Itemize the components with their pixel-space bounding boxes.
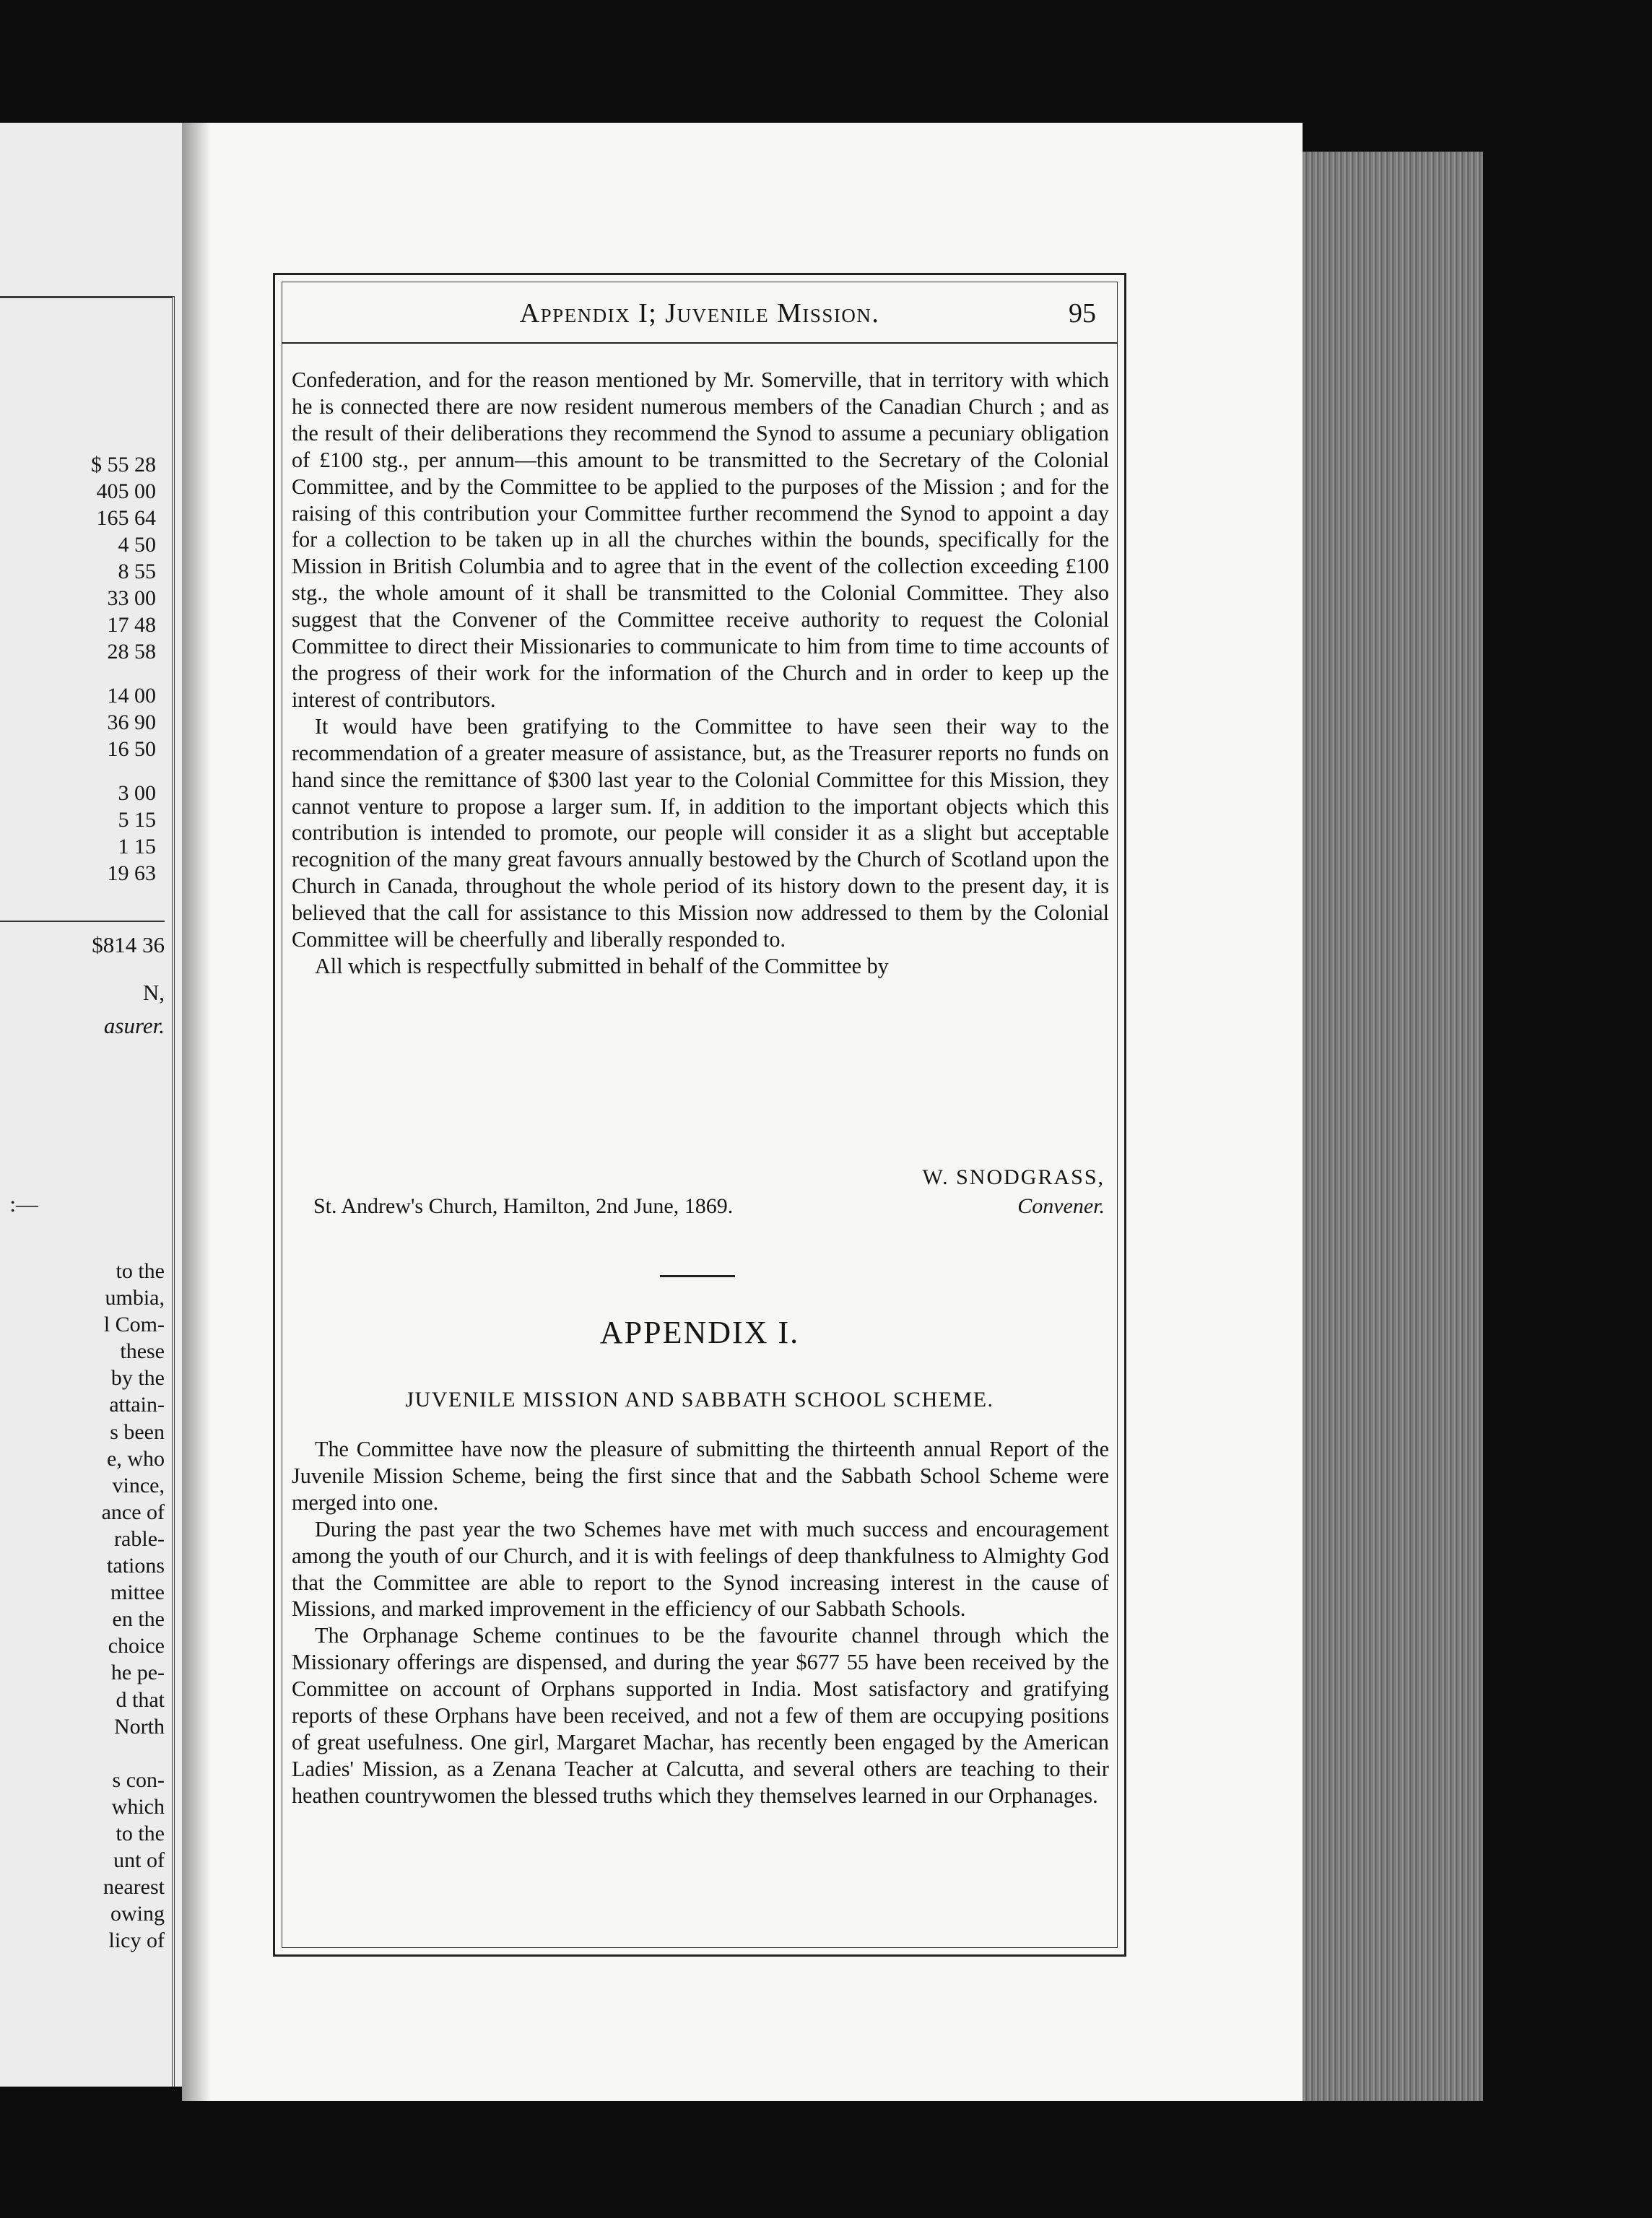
appendix-paragraph: During the past year the two Schemes have met with much success and encouragement among the youth of our Church, and it is with feelings of deep thankfulness to Almighty God that the Committee are able to report to the Synod increasing interest in the cause of Missions, and marked improvement in the efficiency of our Sabbath Schools. <box>292 1516 1109 1622</box>
text-fragment: rable- <box>114 1526 165 1551</box>
text-fragment: ance of <box>101 1500 165 1524</box>
amount: 33 00 <box>107 586 156 610</box>
text-fragment: tations <box>107 1554 165 1578</box>
text-fragment: d that <box>116 1687 165 1712</box>
appendix-paragraph: The Committee have now the pleasure of submitting the thirteenth annual Report of the Juvenile Mission Scheme, being the first since that and the Sabbath School Scheme were merged into one. <box>292 1437 1109 1515</box>
text-fragment: by the <box>110 1366 165 1391</box>
page-edges <box>1303 152 1483 2101</box>
header-rule <box>282 342 1118 344</box>
text-fragment: nearest <box>103 1875 165 1900</box>
report-paragraph: It would have been gratifying to the Committee to have seen their way to the recommendation of a greater measure of assistance, but, as the Treasurer reports no funds on hand since the remittance of $300 last year to the Colonial Committee for this Mission, they cannot venture to propose a larger sum. If, in addition to the important objects which this contribution is intended to promote, our people will consider it as a slight but acceptable recognition of the many great favours annually bestowed by the Church of Scotland upon the Church in Canada, throughout the whole period of its history down to the present day, it is believed that the call for assistance to this Mission now addressed to them by the Colonial Committee will be cheerfully and liberally responded to. <box>292 713 1109 952</box>
amount: 165 64 <box>96 506 156 530</box>
text-fragment: to the <box>116 1259 165 1283</box>
appendix-text <box>292 1436 1109 1809</box>
amount: 19 63 <box>107 861 156 885</box>
amount: $ 55 28 <box>91 453 156 477</box>
appendix-heading: APPENDIX I. <box>599 1315 800 1350</box>
text-fragment: unt of <box>113 1848 165 1872</box>
running-head-title: Appendix I; Juvenile Mission. <box>519 298 880 329</box>
text-fragment: mittee <box>110 1580 165 1605</box>
text-fragment: e, who <box>107 1446 165 1471</box>
text-fragment: en the <box>112 1607 165 1632</box>
report-paragraph: Confederation, and for the reason mentioned by Mr. Somerville, that in territory with which he is connected there are now resident numerous members of the Canadian Church ; and as the result of their deliberations they recommend the Synod to assume a pecuniary obligation of £100 stg., per annum—this amount to be transmitted to the Secretary of the Colonial Committee, and by the Committee to be applied to the purposes of the Mission ; and for the raising of this contribution your Committee further recommend the Synod to appoint a day for a collection to be taken up in all the churches within the bounds, specifically for the Mission in British Columbia and to agree that in the event of the collection exceeding £100 stg., the whole amount of it shall be transmitted to the Colonial Committee. They also suggest that the Convener of the Committee receive authority to request the Colonial Committee to direct their Missionaries to communicate to him from time to time accounts of the progress of their work for the information of the Church and in order to keep up the interest of contributors. <box>292 368 1109 712</box>
amount: 405 00 <box>96 479 156 503</box>
left-total-amount: $814 36 <box>0 921 165 958</box>
signature-name: W. SNODGRASS, <box>922 1165 1105 1189</box>
left-signature-line-1: N, <box>142 980 165 1005</box>
text-fragment: umbia, <box>105 1286 165 1310</box>
left-signature-line-2: asurer. <box>103 1013 165 1038</box>
section-divider <box>660 1275 735 1277</box>
text-fragment: North <box>114 1714 165 1739</box>
text-fragment: attain- <box>109 1393 165 1417</box>
report-text <box>292 367 1109 980</box>
text-fragment: to the <box>116 1821 165 1845</box>
amount: 3 00 <box>118 781 156 805</box>
text-fragment: l Com- <box>103 1313 165 1337</box>
left-text-fragments <box>0 1258 165 1954</box>
text-fragment: he pe- <box>110 1661 165 1685</box>
amount: 4 50 <box>118 533 156 557</box>
amount: 36 90 <box>107 710 156 734</box>
left-signature-fragment <box>0 976 165 1043</box>
left-colon-fragment: :— <box>9 1191 38 1217</box>
amount: 8 55 <box>118 560 156 583</box>
text-fragment: choice <box>108 1634 165 1658</box>
text-fragment: these <box>120 1339 165 1364</box>
amount: 17 48 <box>107 613 156 637</box>
text-fragment: licy of <box>108 1928 165 1953</box>
text-fragment: vince, <box>112 1473 165 1497</box>
appendix-paragraph: The Orphanage Scheme continues to be the favourite channel through which the Missionary offerings are dispensed, and during the year $677 55 have been received by the Committee on account of Orphans supported in India. Most satisfactory and gratifying reports of these Orphans have been received, and not a few of them are occupying positions of great usefulness. One girl, Margaret Machar, has recently been engaged by the American Ladies' Mission, as a Zenana Teacher at Calcutta, and several others are teaching to their heathen countrywomen the blessed truths which they themselves learned in our Orphanages. <box>292 1623 1109 1808</box>
running-head <box>282 297 1118 334</box>
amount: 28 58 <box>107 640 156 664</box>
left-facing-page <box>0 123 186 2087</box>
text-fragment: owing <box>110 1902 165 1926</box>
appendix-subheading: JUVENILE MISSION AND SABBATH SCHOOL SCHEME. <box>405 1388 994 1412</box>
text-fragment: which <box>111 1794 165 1819</box>
text-fragment: s been <box>110 1419 165 1444</box>
amount: 5 15 <box>118 808 156 832</box>
signature-place-date: St. Andrew's Church, Hamilton, 2nd June, 1869. <box>313 1194 734 1218</box>
amount: 14 00 <box>107 684 156 708</box>
left-amounts-column <box>0 451 156 887</box>
gutter-shadow <box>182 123 211 2101</box>
signature-role: Convener. <box>1017 1194 1105 1218</box>
report-paragraph: All which is respectfully submitted in behalf of the Committee by <box>315 953 889 978</box>
amount: 16 50 <box>107 737 156 761</box>
amount: 1 15 <box>118 835 156 858</box>
page-number: 95 <box>1069 298 1096 329</box>
text-fragment: s con- <box>112 1767 165 1792</box>
